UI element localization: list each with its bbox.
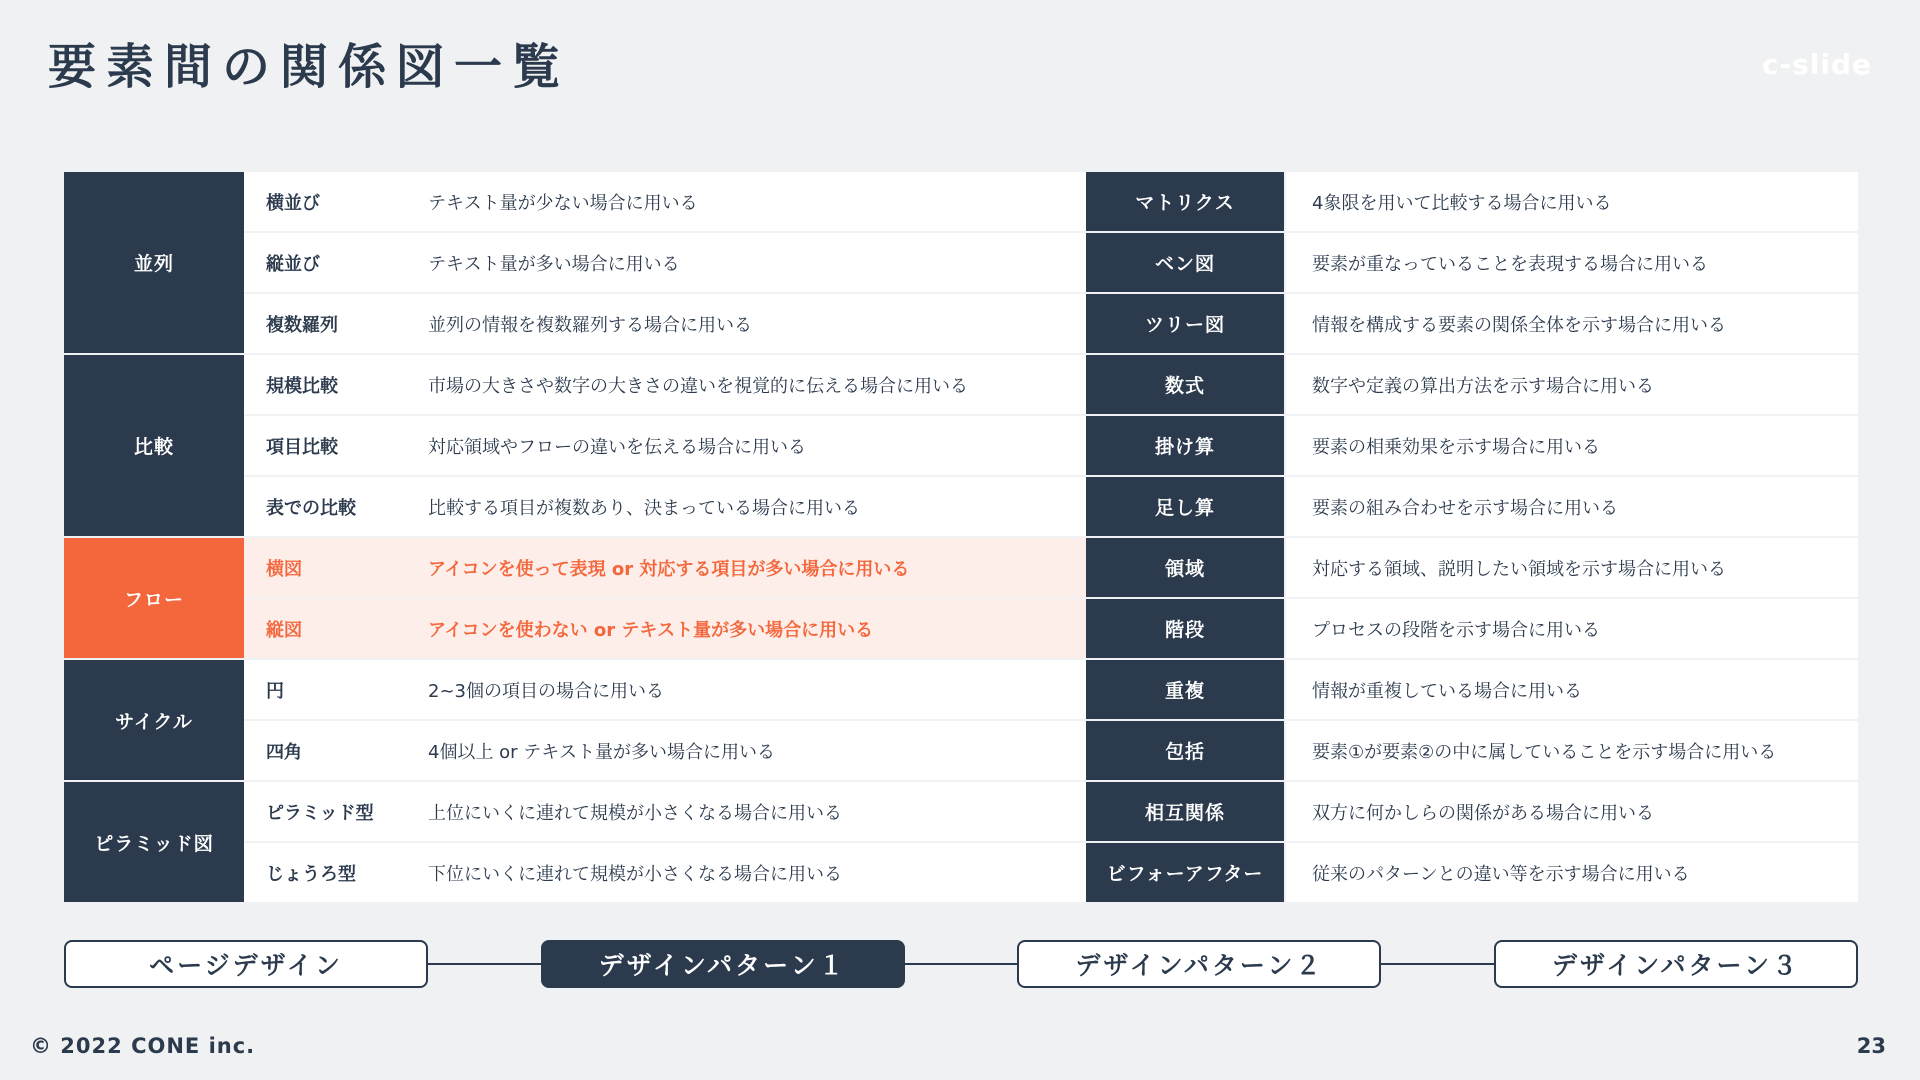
diagram-name-label: ツリー図 [1086, 294, 1286, 353]
diagram-name-label: 足し算 [1086, 477, 1286, 536]
description-text: 対応領域やフローの違いを伝える場合に用いる [404, 416, 1086, 475]
diagram-name-label: 重複 [1086, 660, 1286, 719]
table-row [1086, 477, 1858, 538]
description-text: 市場の大きさや数字の大きさの違いを視覚的に伝える場合に用いる [404, 355, 1086, 414]
description-text: 対応する領域、説明したい領域を示す場合に用いる [1286, 538, 1858, 597]
table-row [1086, 233, 1858, 294]
nav-item-2[interactable]: デザインパターン１ [541, 940, 905, 988]
description-text: 上位にいくに連れて規模が小さくなる場合に用いる [404, 782, 1086, 841]
description-text: 要素の組み合わせを示す場合に用いる [1286, 477, 1858, 536]
diagram-name-label: 掛け算 [1086, 416, 1286, 475]
left-rows-column [244, 172, 1086, 904]
table-row [1086, 599, 1858, 660]
diagram-name-label: 領域 [1086, 538, 1286, 597]
diagram-name-label: 包括 [1086, 721, 1286, 780]
subtype-label: 表での比較 [244, 477, 404, 536]
description-text: 双方に何かしらの関係がある場合に用いる [1286, 782, 1858, 841]
slide-navigation [64, 940, 1858, 988]
description-text: 比較する項目が複数あり、決まっている場合に用いる [404, 477, 1086, 536]
table-row [244, 538, 1086, 599]
table-row [244, 355, 1086, 416]
relationship-diagram-table [64, 172, 1858, 904]
description-text: 要素の相乗効果を示す場合に用いる [1286, 416, 1858, 475]
diagram-name-label: マトリクス [1086, 172, 1286, 231]
description-text: アイコンを使わない or テキスト量が多い場合に用いる [404, 599, 1086, 658]
left-table [64, 172, 1086, 904]
category-cell: 並列 [64, 172, 244, 355]
table-row [244, 721, 1086, 782]
subtype-label: 項目比較 [244, 416, 404, 475]
category-cell: 比較 [64, 355, 244, 538]
table-row [244, 172, 1086, 233]
table-row [1086, 172, 1858, 233]
description-text: 従来のパターンとの違い等を示す場合に用いる [1286, 843, 1858, 902]
subtype-label: ピラミッド型 [244, 782, 404, 841]
table-row [1086, 538, 1858, 599]
description-text: 4象限を用いて比較する場合に用いる [1286, 172, 1858, 231]
right-table [1086, 172, 1858, 904]
subtype-label: 複数羅列 [244, 294, 404, 353]
subtype-label: 横図 [244, 538, 404, 597]
table-row [1086, 416, 1858, 477]
left-category-column [64, 172, 244, 904]
table-row [244, 782, 1086, 843]
diagram-name-label: 数式 [1086, 355, 1286, 414]
table-row [244, 416, 1086, 477]
description-text: 情報が重複している場合に用いる [1286, 660, 1858, 719]
subtype-label: 規模比較 [244, 355, 404, 414]
subtype-label: 横並び [244, 172, 404, 231]
table-row [1086, 843, 1858, 904]
nav-item-3[interactable]: デザインパターン２ [1017, 940, 1381, 988]
description-text: 数字や定義の算出方法を示す場合に用いる [1286, 355, 1858, 414]
description-text: 要素①が要素②の中に属していることを示す場合に用いる [1286, 721, 1858, 780]
subtype-label: じょうろ型 [244, 843, 404, 902]
table-row [244, 477, 1086, 538]
nav-item-4[interactable]: デザインパターン３ [1494, 940, 1858, 988]
subtype-label: 円 [244, 660, 404, 719]
category-cell: フロー [64, 538, 244, 660]
description-text: 4個以上 or テキスト量が多い場合に用いる [404, 721, 1086, 780]
table-row [244, 233, 1086, 294]
table-row [244, 599, 1086, 660]
description-text: テキスト量が少ない場合に用いる [404, 172, 1086, 231]
description-text: 要素が重なっていることを表現する場合に用いる [1286, 233, 1858, 292]
table-row [244, 660, 1086, 721]
category-cell: サイクル [64, 660, 244, 782]
table-row [244, 843, 1086, 904]
diagram-name-label: 相互関係 [1086, 782, 1286, 841]
description-text: 下位にいくに連れて規模が小さくなる場合に用いる [404, 843, 1086, 902]
left-table-grid [64, 172, 1086, 904]
brand-logo: c-slide [1761, 48, 1872, 81]
subtype-label: 縦並び [244, 233, 404, 292]
diagram-name-label: ベン図 [1086, 233, 1286, 292]
subtype-label: 四角 [244, 721, 404, 780]
table-row [1086, 355, 1858, 416]
nav-connector-line [1381, 963, 1494, 965]
table-row [1086, 294, 1858, 355]
copyright-text: © 2022 CONE inc. [30, 1034, 256, 1058]
diagram-name-label: 階段 [1086, 599, 1286, 658]
description-text: プロセスの段階を示す場合に用いる [1286, 599, 1858, 658]
description-text: 情報を構成する要素の関係全体を示す場合に用いる [1286, 294, 1858, 353]
description-text: アイコンを使って表現 or 対応する項目が多い場合に用いる [404, 538, 1086, 597]
diagram-name-label: ビフォーアフター [1086, 843, 1286, 902]
nav-connector-line [905, 963, 1018, 965]
description-text: 並列の情報を複数羅列する場合に用いる [404, 294, 1086, 353]
table-row [1086, 721, 1858, 782]
nav-item-1[interactable]: ページデザイン [64, 940, 428, 988]
description-text: テキスト量が多い場合に用いる [404, 233, 1086, 292]
table-row [1086, 782, 1858, 843]
table-row [1086, 660, 1858, 721]
page-title: 要素間の関係図一覧 [48, 39, 571, 95]
subtype-label: 縦図 [244, 599, 404, 658]
nav-connector-line [428, 963, 541, 965]
category-cell: ピラミッド図 [64, 782, 244, 904]
description-text: 2~3個の項目の場合に用いる [404, 660, 1086, 719]
table-row [244, 294, 1086, 355]
page-number: 23 [1856, 1034, 1886, 1058]
